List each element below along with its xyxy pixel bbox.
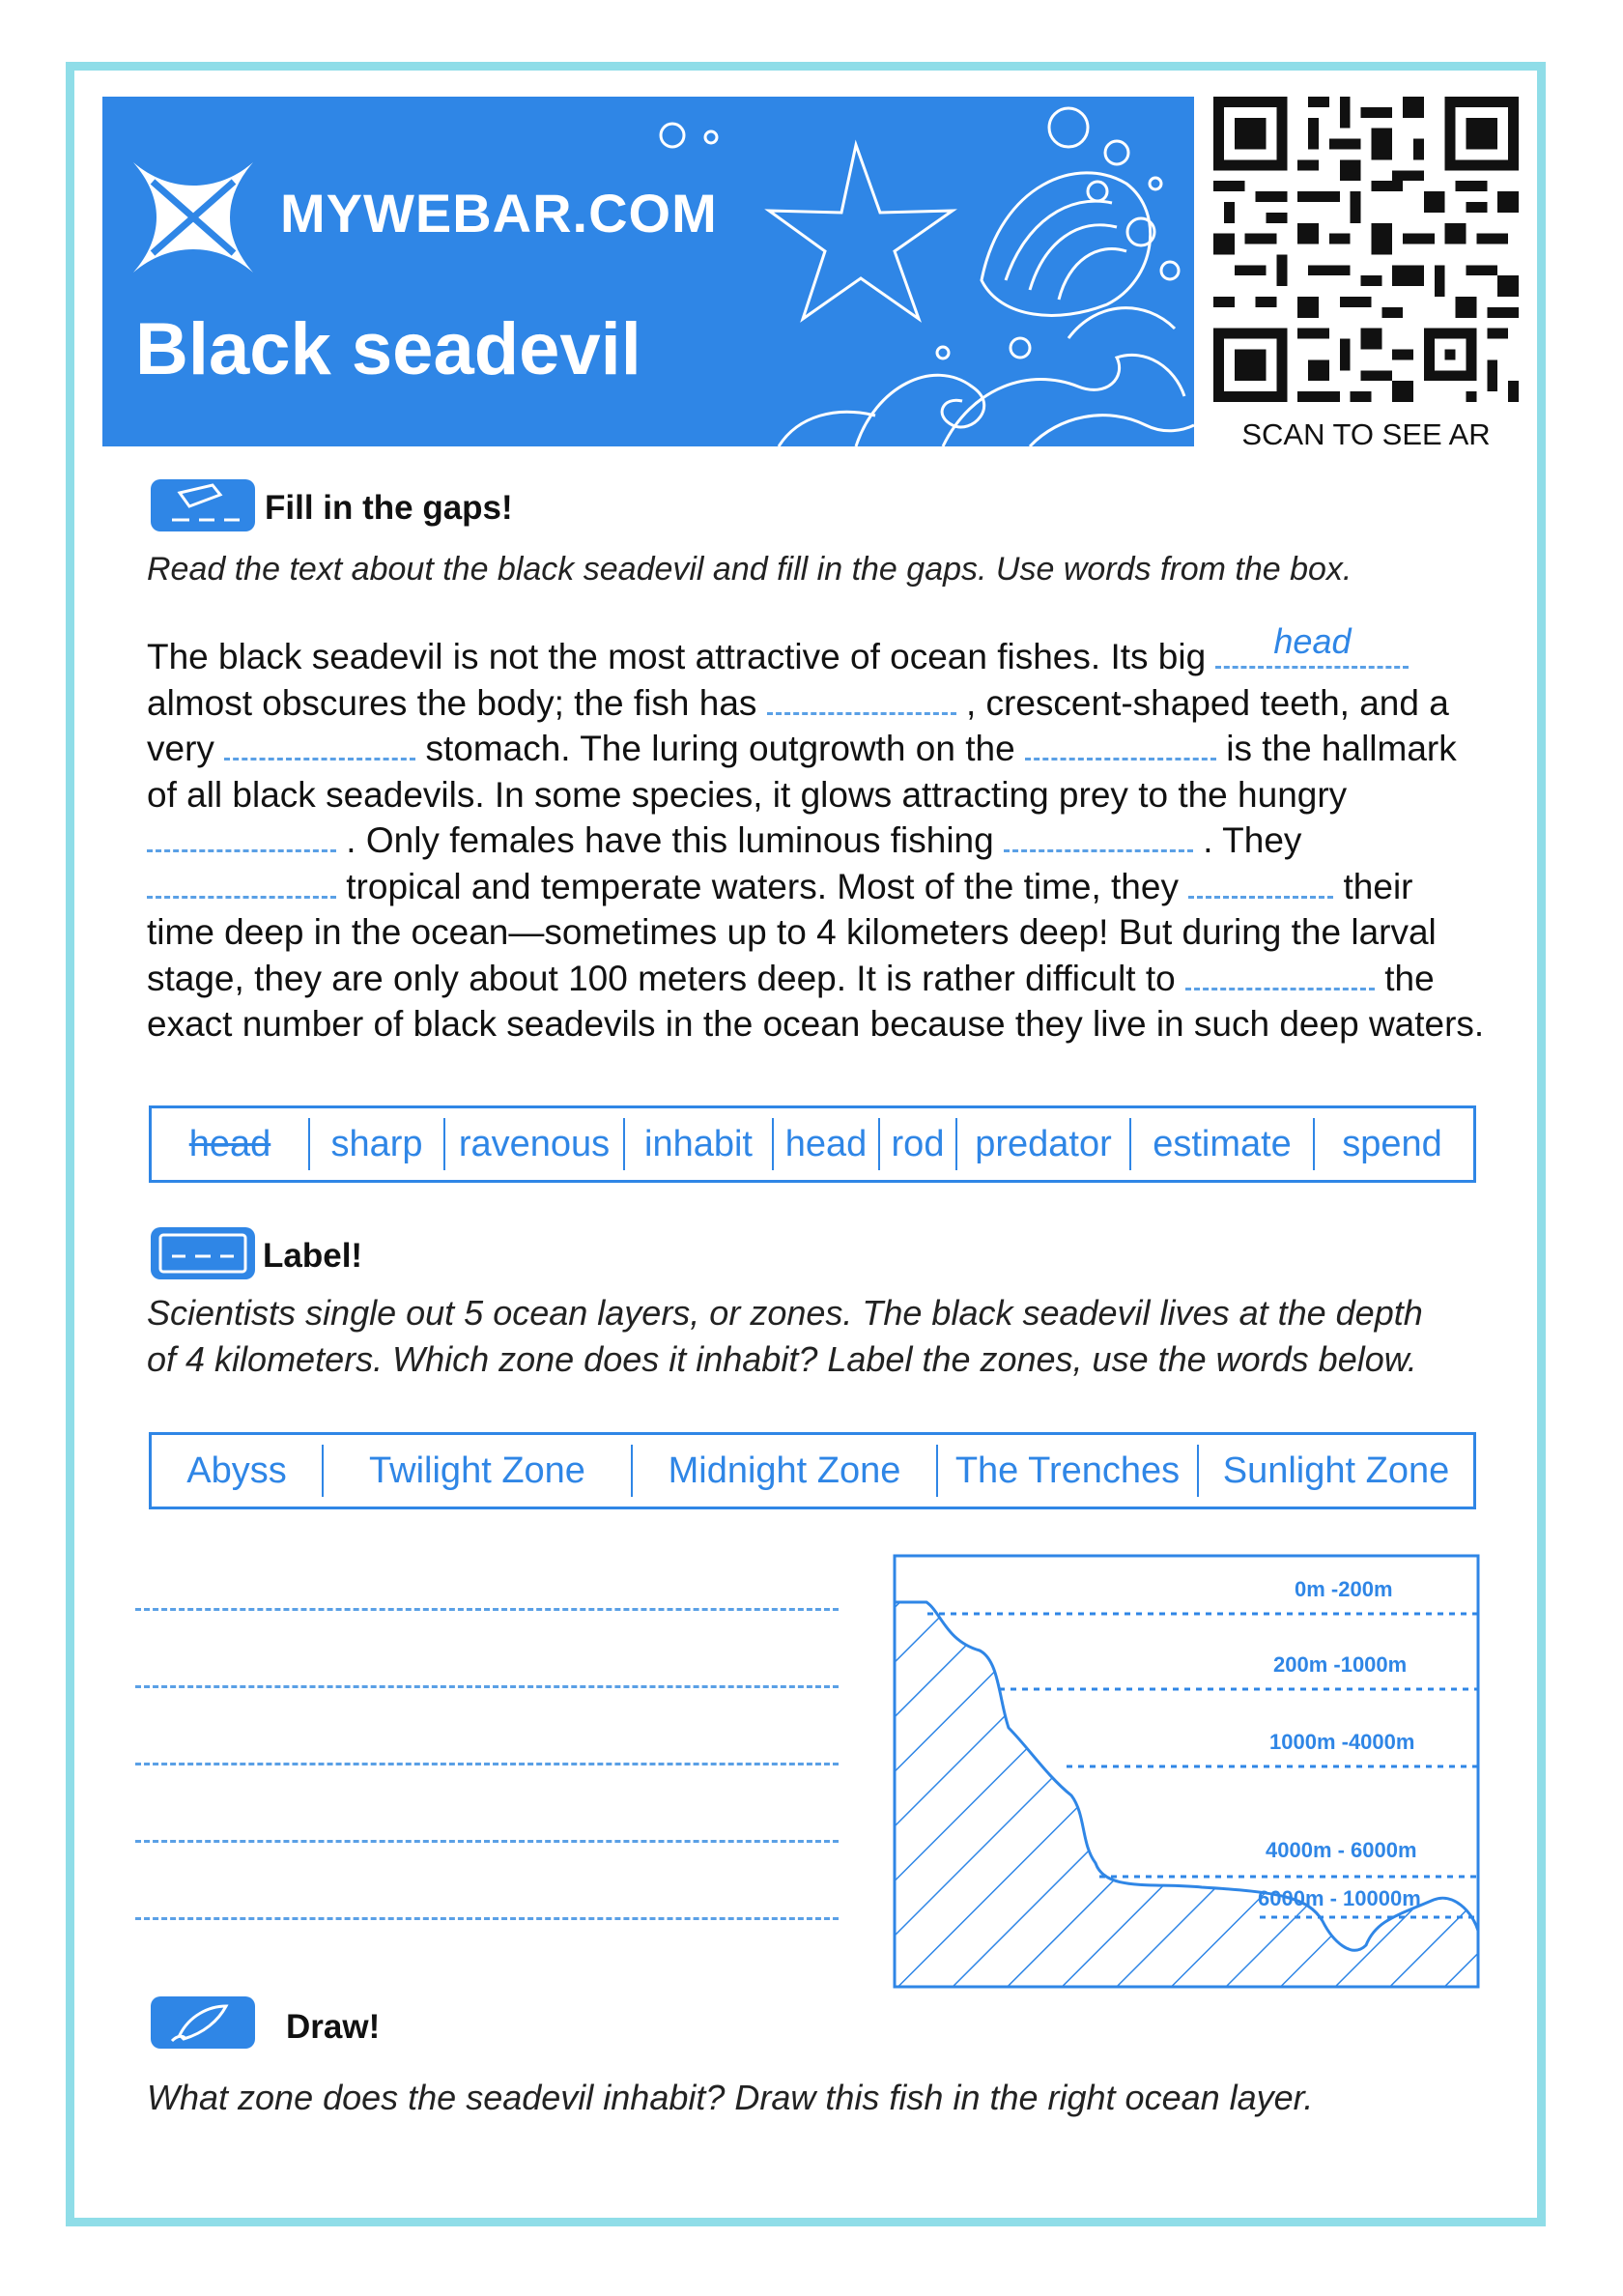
word-item[interactable]: ravenous [445,1118,625,1170]
gap-fill-paragraph [147,620,1490,1048]
draw-section-heading: Draw! [286,2008,381,2046]
wave-icon [856,375,984,446]
word-item[interactable]: estimate [1131,1118,1315,1170]
depth-label: 6000m - 10000m [1258,1886,1421,1910]
text-segment: stomach. The luring outgrowth on the [425,729,1015,768]
mywebar-logo-icon [126,155,261,280]
text-segment: the exact number of black seadevils in the ocean because they live in such deep waters. [147,958,1485,1044]
example-answer: head [1273,620,1352,661]
word-item[interactable]: sharp [310,1118,445,1170]
zone-word[interactable]: Midnight Zone [633,1445,938,1497]
depth-label: 0m -200m [1295,1577,1393,1601]
fill-section-heading: Fill in the gaps! [265,489,513,527]
label-instruction-line2: of 4 kilometers. Which zone does it inhabit? Label the zones, use the words below. [147,1339,1417,1379]
label-instruction-line1: Scientists single out 5 ocean layers, or zones. The black seadevil lives at the depth [147,1293,1423,1333]
zone-word[interactable]: Twilight Zone [324,1445,633,1497]
word-item[interactable]: predator [957,1118,1131,1170]
text-segment: The black seadevil is not the most attractive of ocean fishes. Its big [147,637,1207,676]
depth-label: 1000m -4000m [1269,1730,1415,1754]
answer-line[interactable] [135,1685,839,1688]
gap-4[interactable] [1025,729,1216,761]
pencil-gaps-icon [151,479,255,531]
text-segment: their time deep in the ocean—sometimes up to 4 kilometers deep! But during the larval stage, they are only about 100 meters deep. It is rather difficult to [147,866,1437,998]
word-item[interactable]: head [152,1118,310,1170]
text-segment: almost obscures the body; the fish has [147,682,757,723]
text-segment: , crescent-shaped teeth, and a very [147,682,1449,768]
depth-label: 200m -1000m [1273,1652,1408,1677]
gap-3[interactable] [224,729,415,761]
brush-icon [151,1996,255,2049]
sea-decoration [102,97,1194,446]
label-box-icon [151,1227,255,1279]
zone-word-box [149,1432,1476,1509]
zone-word[interactable]: Abyss [152,1445,324,1497]
ocean-depth-diagram [893,1554,1480,1989]
text-segment: tropical and temperate waters. Most of the time, they [346,866,1179,906]
zone-word[interactable]: Sunlight Zone [1222,1450,1450,1491]
bubble-icon [661,124,684,147]
zone-word[interactable]: The Trenches [938,1445,1199,1497]
qr-code[interactable] [1213,97,1519,402]
gap-6[interactable] [1004,820,1193,852]
word-item[interactable]: rod [880,1118,957,1170]
answer-line[interactable] [135,1840,839,1843]
word-item[interactable]: head [774,1118,880,1170]
answer-line[interactable] [135,1763,839,1765]
draw-instruction: What zone does the seadevil inhabit? Draw this fish in the right ocean layer. [147,2078,1314,2117]
gap-9[interactable] [1185,959,1375,990]
fill-instruction: Read the text about the black seadevil and fill in the gaps. Use words from the box. [147,551,1352,588]
shell-icon [982,173,1151,316]
gap-7[interactable] [147,867,336,899]
text-segment: . They [1203,820,1302,860]
page-title: Black seadevil [135,308,641,390]
brand-name[interactable]: MYWEBAR.COM [280,183,718,244]
text-segment: is the hallmark of all black seadevils. In some species, it glows attracting prey to the hungry [147,729,1457,815]
answer-line[interactable] [135,1608,839,1611]
starfish-icon [769,145,953,319]
word-box [149,1105,1476,1183]
word-item[interactable]: spend [1342,1124,1442,1164]
gap-2[interactable] [767,683,956,715]
word-item[interactable]: inhabit [625,1118,774,1170]
qr-caption: SCAN TO SEE AR [1241,417,1491,451]
answer-line[interactable] [135,1917,839,1920]
gap-5[interactable] [147,820,336,852]
gap-8[interactable] [1188,867,1333,899]
text-segment: . Only females have this luminous fishing [346,820,994,860]
gap-1[interactable] [1215,620,1409,669]
label-section-heading: Label! [263,1237,363,1275]
depth-label: 4000m - 6000m [1266,1838,1417,1862]
